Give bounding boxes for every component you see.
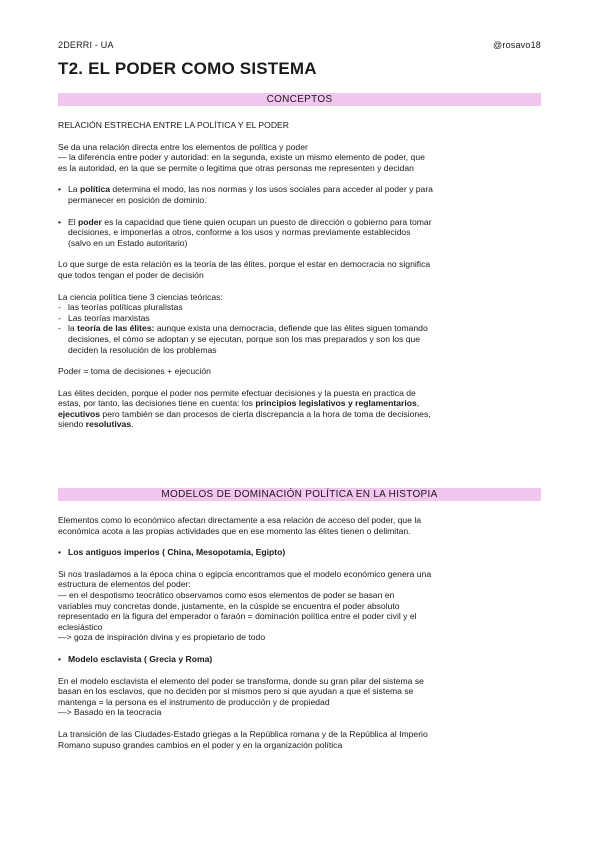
paragraph-line: ejecutivos pero también se dan procesos de cierta discrepancia a la hora de toma de decisiones, [58,408,431,419]
paragraph-line: estructura de elementos del poder: [58,579,191,590]
bullet-poder: • El poder es la capacidad que tiene quien ocupan un puesto de dirección o gobierno para tomar decisiones, e imponerlas a otros, conforme a los usos y normas previamente establecidos (salvo en un Estado autoritario) [58,217,546,249]
paragraph-line: — la diferencia entre poder y autoridad: en la segunda, existe un mismo elemento de poder, que [58,152,425,163]
section-heading-conceptos: CONCEPTOS [58,93,541,106]
paragraph-line: La ciencia política tiene 3 ciencias teóricas: [58,291,223,302]
paragraph-line: Lo que surge de esta relación es la teoría de las élites, porque el estar en democracia no significa [58,259,431,270]
paragraph-line: Si nos trasladamos a la época china o egipcia encontramos que el modelo económico genera una [58,568,432,579]
paragraph-line: eclesiástico [58,621,103,632]
subheading: RELACIÓN ESTRECHA ENTRE LA POLÍTICA Y EL PODER [58,120,289,130]
paragraph-line: En el modelo esclavista el elemento del poder se transforma, donde su gran pilar del sistema se [58,675,424,686]
paragraph-line: es la autoridad, en la que se permite o legitima que otras personas me representen y decidan [58,162,414,173]
paragraph-line: variables muy concretas donde, justamente, en la cúspide se encuentra el poder absoluto [58,600,400,611]
paragraph-line: representado en la figura del emperador o faraón = dominación política entre el poder civil y el [58,611,417,622]
paragraph-line: —> Basado en la teocracia [58,707,162,718]
paragraph-line: estas, por tanto, las decisiones tiene en cuenta: los principios legislativos y reglamentarios, [58,398,420,409]
paragraph-line: siendo resolutivas. [58,419,134,430]
paragraph-line: La transición de las Ciudades-Estado griegas a la República romana y de la República al Imperio [58,728,428,739]
paragraph-line: —> goza de inspiración divina y es propietario de todo [58,632,266,643]
paragraph-line: Romano supuso grandes cambios en el poder y en la organización política [58,739,343,750]
page-title: T2. EL PODER COMO SISTEMA [58,59,317,78]
paragraph-line: Las élites deciden, porque el poder nos permite efectuar decisiones y la puesta en practica de [58,387,416,398]
paragraph-line: Elementos como lo económico afectan directamente a esa relación de acceso del poder, que la [58,515,422,525]
paragraph-line: económica acota a las propias actividades que en ese momento las élites tienen o delimitan. [58,525,411,536]
header-course: 2DERRI - UA [58,40,114,50]
bullet-modelo-esclavista: • Modelo esclavista ( Grecia y Roma) [58,654,546,665]
paragraph-line: — en el despotismo teocrático observamos como esos elementos de poder se basan en [58,589,395,600]
bullet-politica: • La política determina el modo, las nos normas y los usos sociales para acceder al poder y para permanecer en posición de dominio. [58,184,546,205]
section-modelos-body [58,515,546,750]
section-conceptos-body [58,120,546,430]
list-item: - las teorías políticas pluralistas [58,302,546,313]
paragraph-line: mantenga = la persona es el instrumento de producción y de propiedad [58,696,330,707]
header-author: @rosavo18 [493,40,541,50]
list-item: - Las teorías marxistas [58,313,546,324]
paragraph-line: basan en los esclavos, que no deciden por si mismos pero si que ayudan a que el sistema se [58,686,414,697]
paragraph-line: Se da una relación directa entre los elementos de política y poder [58,141,308,152]
bullet-antiguos-imperios: • Los antiguos imperios ( China, Mesopotamia, Egipto) [58,547,546,558]
formula-line: Poder = toma de decisiones + ejecución [58,366,211,377]
list-item-elites: - la teoría de las élites: aunque exista una democracia, defiende que las élites siguen tomando decisiones, el cómo se adoptan y se ejecutan, porque son los mas preparados y son los que deciden la resolución de los problemas [58,323,546,355]
section-heading-modelos: MODELOS DE DOMINACIÓN POLÍTICA EN LA HISTOPIA [58,488,541,501]
paragraph-line: que todos tengan el poder de decisión [58,269,204,280]
